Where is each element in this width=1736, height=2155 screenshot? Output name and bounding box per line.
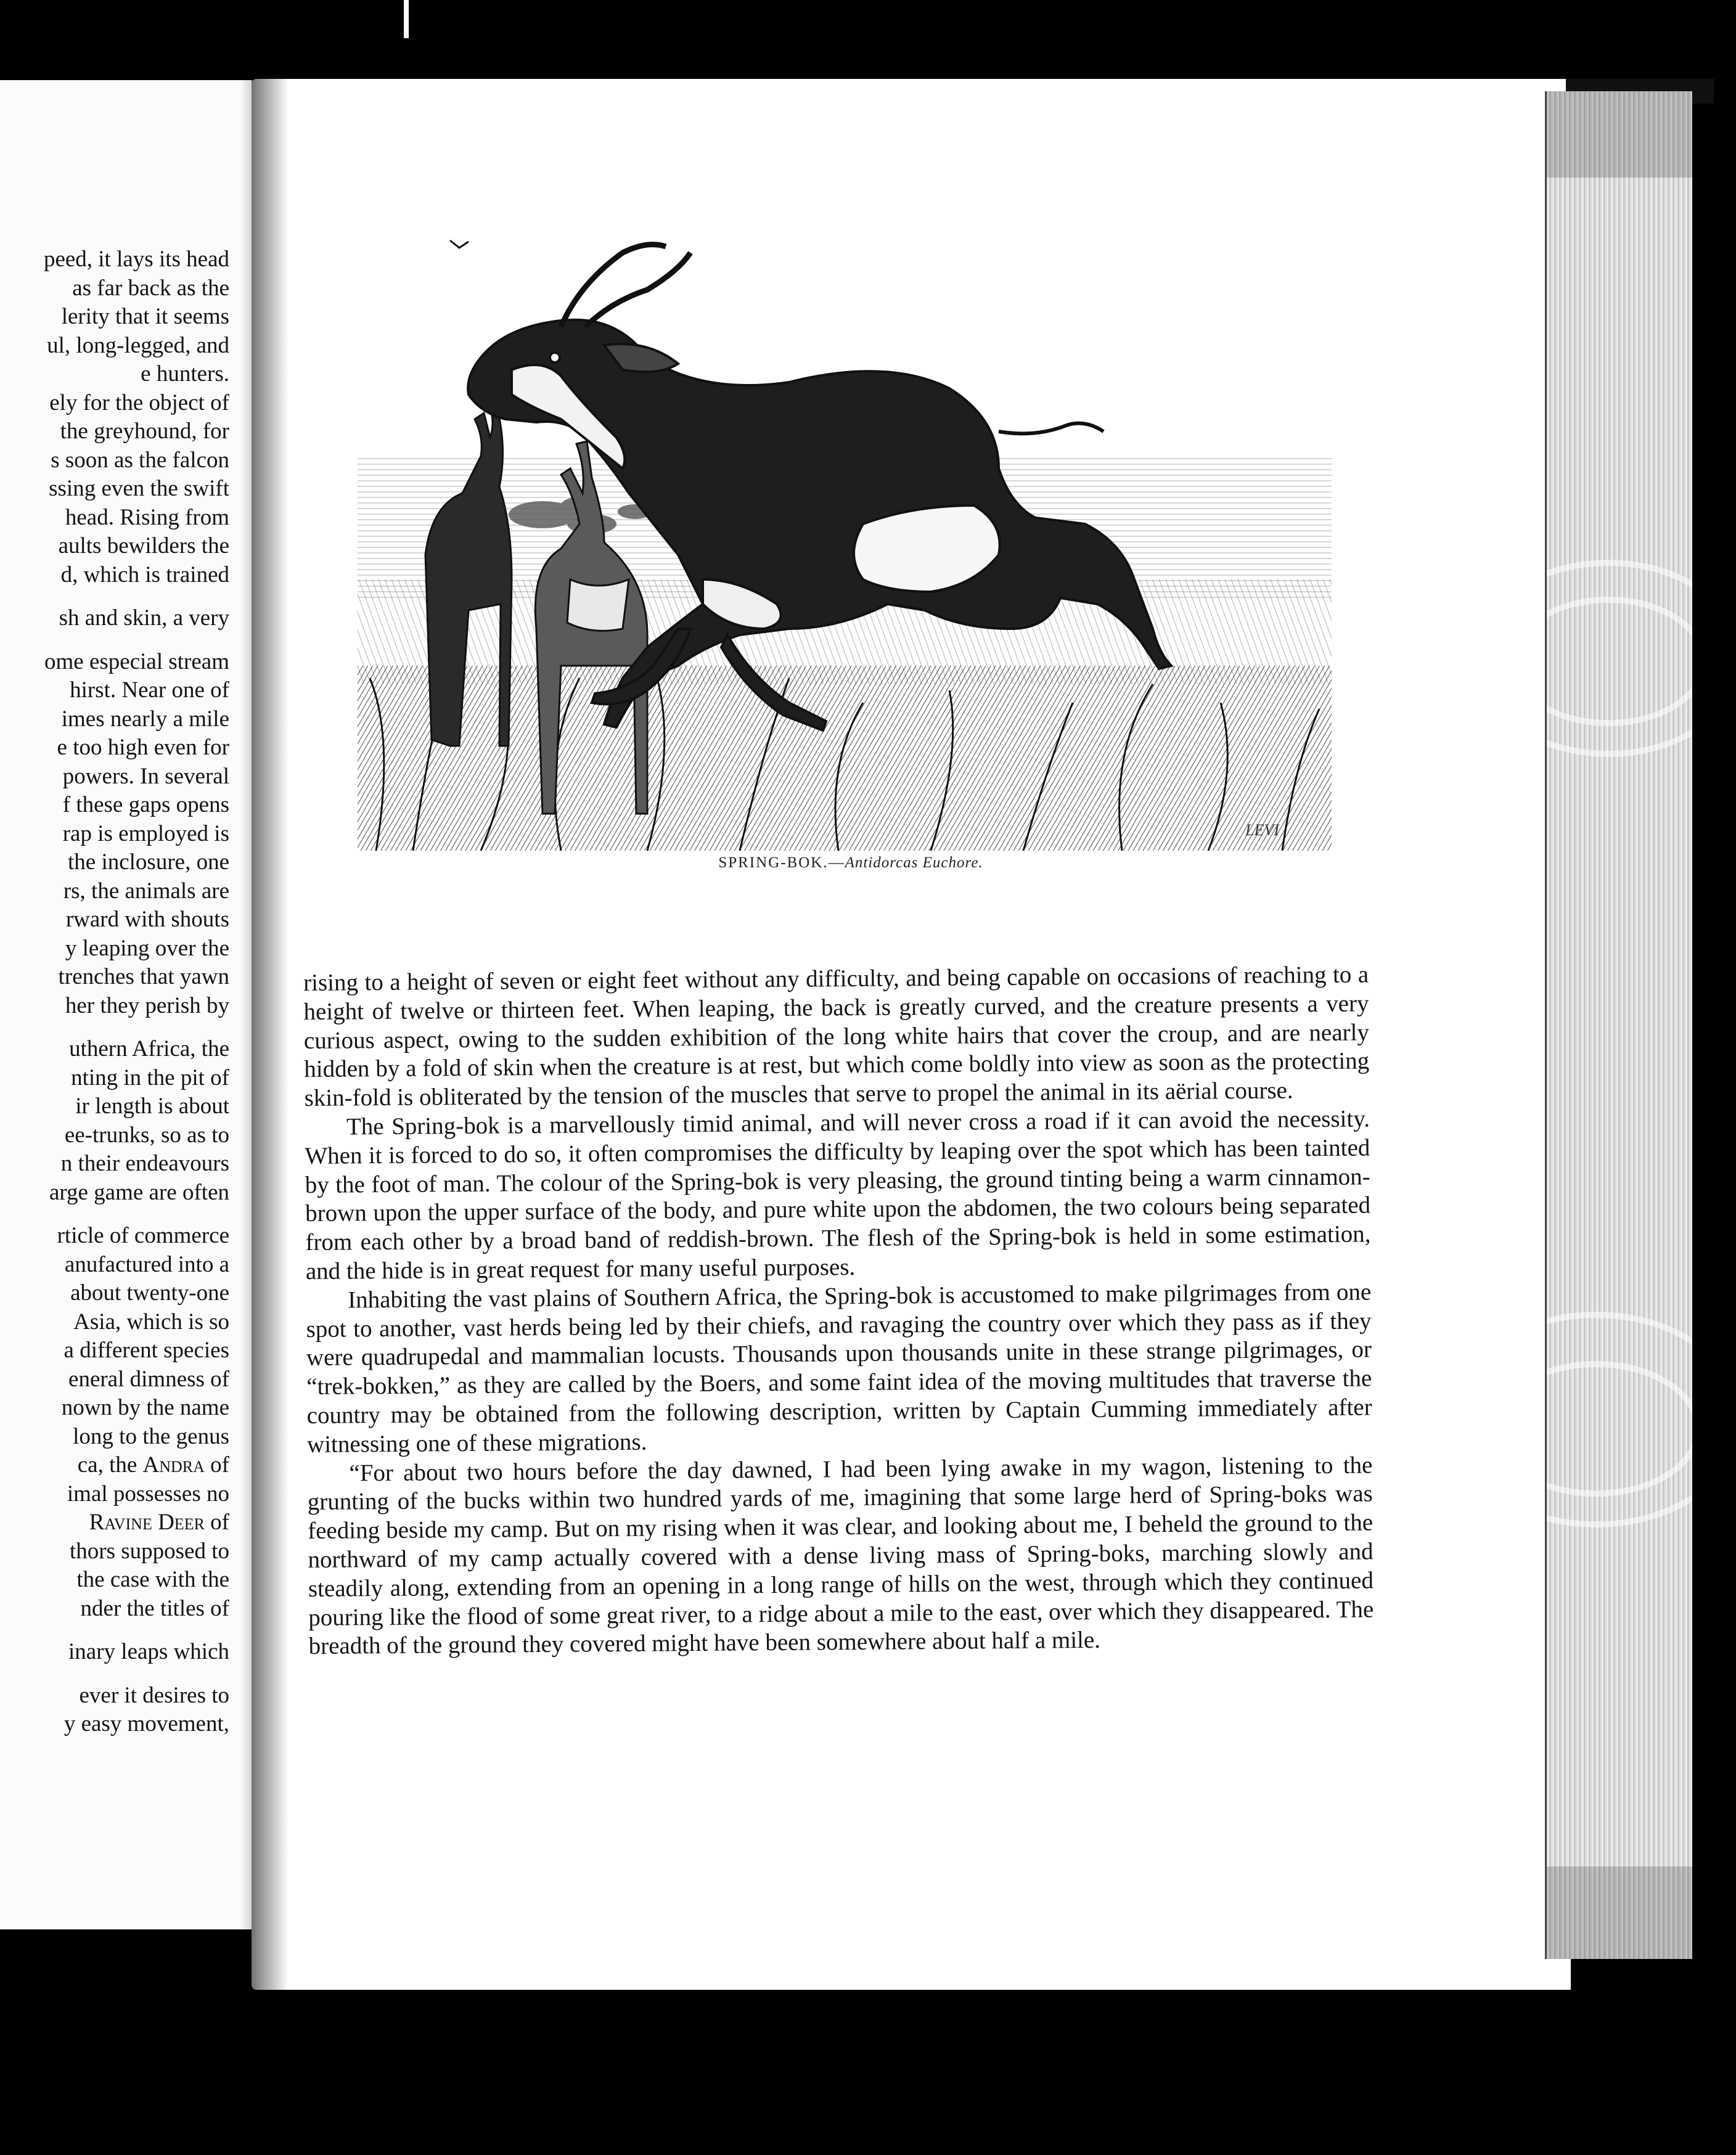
text-line: ome especial stream	[44, 648, 229, 674]
text-line: nting in the pit of	[71, 1065, 229, 1090]
line-gap	[0, 1623, 229, 1638]
caption-title: SPRING-BOK.	[718, 854, 829, 871]
text-line: rs, the animals are	[63, 878, 229, 904]
text-line: uthern Africa, the	[69, 1036, 229, 1061]
text-line: e hunters.	[141, 361, 229, 386]
text-line: n their endeavours	[60, 1151, 229, 1176]
marbling-swirl	[1545, 1361, 1692, 1497]
text-line: powers. In several	[62, 763, 229, 789]
text-line: sh and skin, a very	[59, 605, 229, 631]
text-line: ul, long-legged, and	[47, 332, 229, 358]
text-line: Asia, which is so	[73, 1309, 229, 1335]
text-line: the greyhound, for	[60, 419, 229, 444]
article-body	[303, 960, 1374, 1661]
gutter-shadow	[252, 79, 289, 1990]
text-line: ssing even the swift	[49, 476, 229, 501]
text-line-andra: ca, the Andra of	[77, 1452, 229, 1478]
figure-caption	[690, 854, 1011, 872]
paragraph: The Spring-bok is a marvellously timid animal, and will never cross a road if it can avoid the necessity. When it is forced to do so, it often compromises the difficulty by leaping over the spot which has been tainted by the foot of man. The colour of the Spring-bok is very pleasing, the ground tinting being a warm cinnamon-brown upon the upper surface of the body, and pure white upon the abdomen, the two colours being separated from each other by a broad band of reddish-brown. The flesh of the Spring-bok is held in some estimation, and the hide is in great request for many useful purposes.	[305, 1105, 1371, 1285]
line-gap	[0, 1667, 229, 1682]
text-line: rap is employed is	[62, 820, 229, 846]
text-line: anufactured into a	[64, 1251, 229, 1277]
text-line: rward with shouts	[65, 907, 229, 932]
text-line: y easy movement,	[63, 1711, 229, 1736]
line-gap	[0, 633, 229, 648]
text-line: trenches that yawn	[58, 964, 229, 989]
caption-species-name: Antidorcas Euchore.	[845, 854, 983, 871]
paragraph: Inhabiting the vast plains of Southern Africa, the Spring-bok is accustomed to make pilgrimages from one spot to another, vast herds being led by their chiefs, and ravaging the country over which they pass as if they were quadrupedal and mammalian locusts. Thousands upon thousands unite in these strange pilgrimages, or “trek-bokken,” as they are called by the Boers, and some faint idea of the moving multitudes that traverse the country may be obtained from the following description, written by Captain Cumming immediately after witnessing one of these migrations.	[306, 1278, 1372, 1458]
bird	[450, 240, 469, 248]
text-line: imal possesses no	[67, 1481, 229, 1507]
caption-dash: —	[828, 854, 845, 871]
line-gap	[0, 1020, 229, 1035]
text-line: imes nearly a mile	[61, 706, 229, 732]
text-line: ee-trunks, so as to	[64, 1122, 229, 1148]
text-line: rticle of commerce	[57, 1223, 229, 1248]
text-line: about twenty-one	[70, 1280, 229, 1306]
scan-artifact-mark	[404, 0, 409, 38]
text-line: eneral dimness of	[68, 1366, 229, 1392]
text-line: aults bewilders the	[58, 533, 229, 558]
text-line: as far back as the	[72, 275, 229, 301]
text-line: ir length is about	[75, 1094, 229, 1119]
text-line: long to the genus	[73, 1423, 229, 1449]
text-line: the inclosure, one	[68, 849, 229, 875]
text-line: nder the titles of	[80, 1595, 229, 1621]
previous-page-text	[0, 245, 229, 1739]
text-line: arge game are often	[49, 1179, 229, 1205]
text-line: thors supposed to	[70, 1538, 229, 1564]
edge-shading	[1547, 1867, 1692, 1959]
paragraph: “For about two hours before the day dawned, I had been lying awake in my wagon, listening to the grunting of the bucks within two hundred yards of me, imagining that some large herd of Spring-boks was feeding beside my camp. But on my rising when it was clear, and looking about me, I beheld the ground to the northward of my camp actually covered with a dense living mass of Spring-boks, marching slowly and steadily along, extending from an opening in a long range of hills on the west, through which they continued pouring like the flood of some great river, to a ridge about a mile to the east, over which they disappeared. The breadth of the ground they covered might have been somewhere about half a mile.	[307, 1451, 1374, 1660]
text-line: the case with the	[76, 1567, 229, 1592]
edge-shading	[1547, 91, 1692, 178]
text-line-ravine-deer: Ravine Deer of	[89, 1510, 229, 1535]
text-line: ever it desires to	[79, 1682, 229, 1708]
text-line: her they perish by	[65, 992, 229, 1018]
line-gap	[0, 589, 229, 604]
text-line: d, which is trained	[60, 562, 229, 587]
engraver-signature: LEVI	[1245, 821, 1279, 839]
text-line: lerity that it seems	[61, 304, 229, 329]
line-gap	[0, 1207, 229, 1222]
text-line: e too high even for	[57, 735, 229, 760]
text-line: ely for the object of	[49, 390, 229, 415]
text-line: f these gaps opens	[62, 792, 229, 817]
marbling-swirl	[1545, 597, 1692, 726]
text-line: a different species	[63, 1338, 229, 1363]
text-line: head. Rising from	[65, 504, 229, 530]
text-line: nown by the name	[61, 1395, 229, 1420]
text-line: inary leaps which	[68, 1639, 229, 1664]
springbok-engraving	[358, 234, 1332, 854]
previous-page	[0, 80, 269, 1929]
book-fore-edge	[1545, 91, 1692, 1959]
paragraph: rising to a height of seven or eight feet without any difficulty, and being capable on occasions of reaching to a height of twelve or thirteen feet. When leaping, the back is greatly curved, and the creature presents a very curious aspect, owing to the sudden exhibition of the long white hairs that cover the croup, and are nearly hidden by a fold of skin when the creature is at rest, but which come boldly into view as soon as the protecting skin-fold is obliterated by the tension of the muscles that serve to propel the animal in its aërial course.	[303, 961, 1370, 1112]
text-line: y leaping over the	[65, 935, 229, 961]
text-line: s soon as the falcon	[51, 447, 229, 473]
text-line: hirst. Near one of	[70, 677, 229, 703]
springbok-engraving-image	[358, 234, 1332, 854]
text-line: peed, it lays its head	[43, 247, 229, 272]
